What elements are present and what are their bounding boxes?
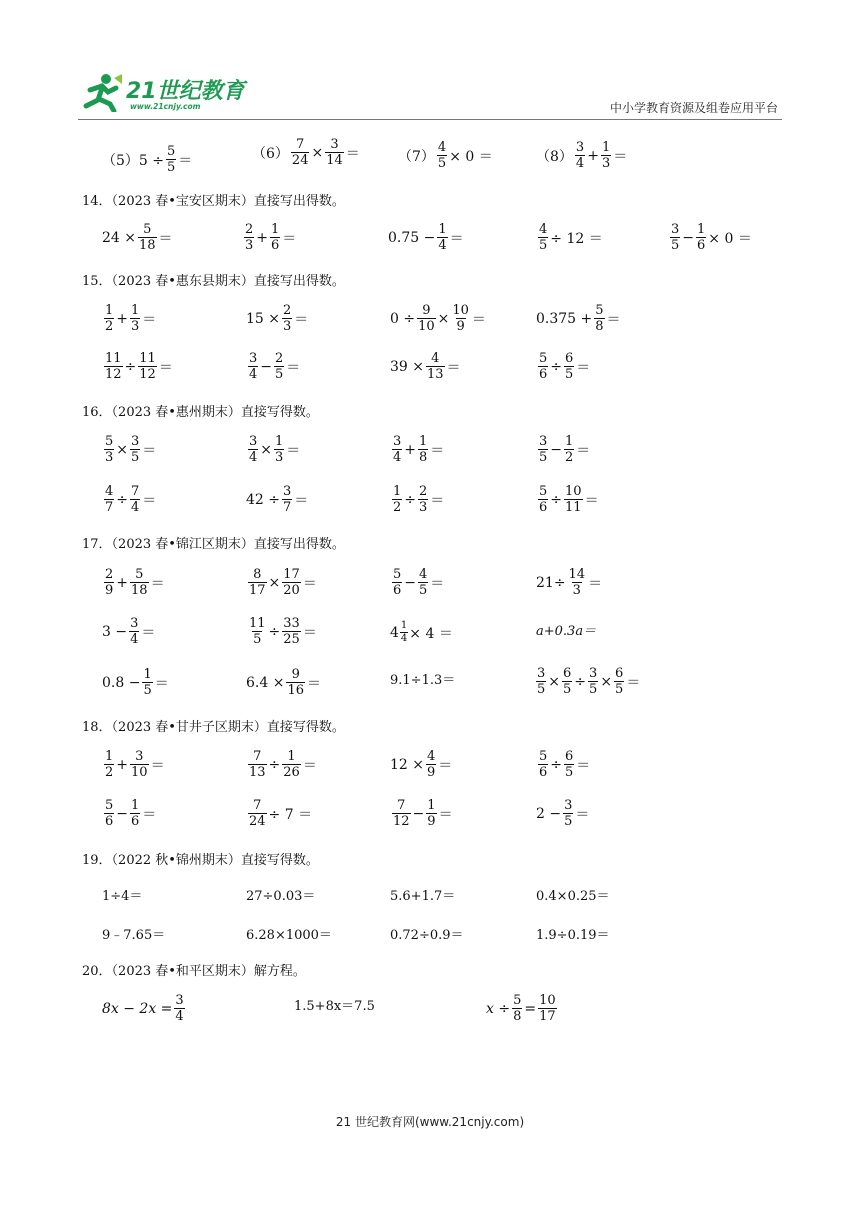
q18-h — [536, 798, 589, 829]
q17-b — [246, 567, 317, 598]
fraction: $\frac{10}{9}$ — [452, 303, 469, 334]
expression: 12 × — [390, 756, 424, 773]
operator: ÷ — [268, 623, 281, 640]
equals: ＝ — [430, 492, 445, 509]
fraction: $\frac{1}{2}$ — [565, 434, 574, 465]
equals: ＝ — [294, 492, 309, 509]
equals: ＝ — [302, 757, 317, 774]
q18-f — [246, 798, 312, 829]
equals: ＝ — [576, 442, 591, 459]
equals: ＝ — [286, 359, 301, 376]
equals: ＝ — [150, 575, 165, 592]
fraction: $\frac{5}{6}$ — [539, 484, 548, 515]
equation: 8x − 2x = — [102, 1000, 173, 1017]
fraction: $\frac{4}{5}$ — [539, 222, 548, 253]
fraction: $\frac{10}{11}$ — [565, 484, 582, 515]
fraction: $\frac{7}{13}$ — [249, 749, 266, 780]
logo — [78, 72, 258, 118]
equals: ＝ — [584, 492, 599, 509]
fraction: $\frac{3}{4}$ — [130, 616, 139, 647]
fraction: $\frac{14}{3}$ — [568, 567, 586, 598]
problem-8 — [536, 140, 627, 171]
fraction: $\frac{2}{9}$ — [105, 567, 114, 598]
operator: − — [116, 805, 129, 822]
q17-h: a+0.3a＝ — [536, 624, 597, 639]
fraction: $\frac{3}{4}$ — [393, 434, 402, 465]
q17-d — [536, 567, 602, 598]
equals: ＝ — [141, 624, 156, 641]
q17-k: 9.1÷1.3＝ — [390, 673, 456, 688]
fraction: $\frac{5}{6}$ — [105, 798, 114, 829]
operator: + — [116, 574, 129, 591]
footer: 21 世纪教育网(www.21cnjy.com) — [335, 1115, 525, 1129]
problem-5 — [102, 144, 192, 175]
operator: × — [437, 310, 450, 327]
fraction: $\frac{1}{6}$ — [271, 222, 280, 253]
q20-a — [102, 993, 187, 1024]
fraction: $\frac{5}{8}$ — [513, 993, 522, 1024]
fraction: $\frac{3}{4}$ — [249, 434, 258, 465]
operator: × — [268, 574, 281, 591]
problem-label: （6） — [252, 145, 289, 162]
question-17-heading: 17．（2023 春•锦江区期末）直接写出得数。 — [82, 537, 345, 552]
operator: ÷ — [550, 358, 563, 375]
fraction: $\frac{3}{7}$ — [283, 484, 292, 515]
q17-f — [246, 616, 317, 647]
question-19-heading: 19．（2022 秋•锦州期末）直接写得数。 — [82, 853, 319, 868]
q17-e — [102, 616, 155, 647]
fraction: $\frac{6}{5}$ — [565, 749, 574, 780]
equals: ＝ — [471, 311, 486, 328]
q16-e — [102, 484, 156, 515]
fraction: $\frac{2}{3}$ — [419, 484, 428, 515]
question-20-heading: 20．（2023 春•和平区期末）解方程。 — [82, 964, 306, 979]
q15-c — [390, 303, 486, 334]
q17-g — [390, 620, 453, 645]
equals: ＝ — [576, 757, 591, 774]
fraction: $\frac{4}{5}$ — [437, 140, 447, 171]
fraction: $\frac{1}{3}$ — [131, 303, 140, 334]
expression: 6.4 × — [246, 674, 285, 691]
equals: ＝ — [294, 311, 309, 328]
equals: ÷ 7 ＝ — [268, 806, 313, 823]
fraction: $\frac{4}{13}$ — [427, 351, 444, 382]
expression: 42 ÷ — [246, 491, 280, 508]
fraction: $\frac{1}{8}$ — [419, 434, 428, 465]
fraction: $\frac{5}{18}$ — [139, 222, 156, 253]
fraction: $\frac{3}{4}$ — [249, 351, 258, 382]
equals: ＝ — [438, 806, 453, 823]
fraction: $\frac{1}{3}$ — [275, 434, 284, 465]
expression: 24 × — [102, 229, 136, 246]
equals: ＝ — [307, 675, 321, 692]
fraction: $\frac{17}{20}$ — [283, 567, 300, 598]
question-18-heading: 18．（2023 春•甘井子区期末）直接写得数。 — [82, 720, 345, 735]
q18-a — [102, 749, 165, 780]
fraction: $\frac{8}{17}$ — [249, 567, 266, 598]
fraction: $\frac{3}{5}$ — [564, 798, 573, 829]
equals: ＝ — [302, 624, 317, 641]
fraction: $\frac{4}{5}$ — [419, 567, 428, 598]
equals: ＝ — [438, 757, 453, 774]
site-name: 中小学教育资源及组卷应用平台 — [609, 101, 778, 115]
fraction: $\frac{1}{9}$ — [427, 798, 436, 829]
fraction: $\frac{1}{2}$ — [393, 484, 402, 515]
fraction: $\frac{5}{5}$ — [167, 144, 176, 175]
fraction: $\frac{11}{12}$ — [139, 351, 156, 382]
equals: ＝ — [142, 442, 157, 459]
equals: ＝ — [142, 311, 157, 328]
fraction: $\frac{5}{18}$ — [131, 567, 148, 598]
fraction: $\frac{5}{6}$ — [539, 749, 548, 780]
equals: ＝ — [158, 230, 173, 247]
q15-e — [102, 351, 173, 382]
q14-e — [668, 222, 752, 253]
equals: × 4 ＝ — [409, 625, 453, 642]
equals: ＝ — [613, 148, 628, 165]
question-14-heading: 14．（2023 春•宝安区期末）直接写出得数。 — [82, 194, 345, 209]
operator: − — [404, 574, 417, 591]
question-15-heading: 15．（2023 春•惠东县期末）直接写出得数。 — [82, 274, 345, 289]
equals: ＝ — [286, 442, 301, 459]
operator: ÷ — [124, 358, 137, 375]
expression: 0.75 − — [388, 229, 436, 246]
fraction: $\frac{11}{5}$ — [249, 616, 266, 647]
q19-item: 6.28×1000＝ — [246, 928, 332, 943]
fraction: $\frac{1}{6}$ — [131, 798, 140, 829]
equals: ＝ — [302, 575, 317, 592]
q14-b — [242, 222, 296, 253]
q17-c — [390, 567, 444, 598]
operator: ÷ — [116, 491, 129, 508]
problem-label: （7） — [398, 148, 435, 165]
operator: − — [412, 805, 425, 822]
operator: − — [550, 441, 563, 458]
fraction: $\frac{3}{5}$ — [539, 434, 548, 465]
q15-b — [246, 303, 308, 334]
fraction: $\frac{1}{6}$ — [697, 222, 706, 253]
q18-d — [536, 749, 590, 780]
expression: 0 ÷ — [390, 310, 416, 327]
logo-text: 21世纪教育 — [126, 79, 245, 104]
fraction: $\frac{2}{5}$ — [275, 351, 284, 382]
fraction: $\frac{1}{26}$ — [283, 749, 300, 780]
q16-d — [536, 434, 590, 465]
q15-h — [536, 351, 590, 382]
header-divider — [78, 119, 782, 120]
fraction: $\frac{1}{3}$ — [601, 140, 611, 171]
fraction: $\frac{3}{5}$ — [589, 666, 598, 697]
fraction: $\frac{7}{24}$ — [291, 137, 309, 168]
q19-item: 27÷0.03＝ — [246, 889, 316, 904]
q18-c — [390, 749, 452, 780]
equals: × 0 ＝ — [449, 148, 493, 165]
equals: ＝ — [446, 359, 461, 376]
q18-g — [390, 798, 453, 829]
equals: ＝ — [588, 575, 603, 592]
q18-b — [246, 749, 317, 780]
fraction: $\frac{6}{5}$ — [565, 351, 574, 382]
logo-url: www.21cnjy.com — [130, 102, 201, 111]
fraction: $\frac{5}{6}$ — [393, 567, 402, 598]
fraction: $\frac{4}{7}$ — [105, 484, 114, 515]
fraction: $\frac{5}{8}$ — [595, 303, 604, 334]
equals: ＝ — [154, 675, 169, 692]
q15-a — [102, 303, 156, 334]
equals: ＝ — [142, 806, 157, 823]
equals: ＝ — [449, 230, 464, 247]
fraction: $\frac{10}{17}$ — [539, 993, 556, 1024]
fraction: $\frac{1}{2}$ — [105, 303, 114, 334]
operator: ÷ — [550, 756, 563, 773]
equals: ＝ — [178, 152, 193, 169]
q18-e — [102, 798, 156, 829]
fraction: $\frac{33}{25}$ — [283, 616, 300, 647]
q20-b: 1.5+8x＝7.5 — [294, 999, 375, 1014]
q17-l — [534, 666, 640, 697]
operator: × — [311, 144, 324, 161]
fraction: $\frac{9}{16}$ — [287, 667, 304, 698]
equals: ÷ 12 ＝ — [550, 230, 603, 247]
expression: 21÷ — [536, 574, 566, 591]
fraction: $\frac{6}{5}$ — [615, 666, 624, 697]
q16-h — [536, 484, 599, 515]
runner-logo-icon — [78, 72, 124, 112]
equals: = — [524, 1000, 537, 1017]
fraction: $\frac{4}{9}$ — [427, 749, 436, 780]
fraction: $\frac{1}{5}$ — [143, 667, 152, 698]
expression: 0.8 − — [102, 674, 141, 691]
equals: ＝ — [158, 359, 173, 376]
operator: − — [260, 358, 273, 375]
q15-g — [390, 351, 461, 382]
fraction: $\frac{3}{14}$ — [326, 137, 343, 168]
expression: 15 × — [246, 310, 280, 327]
equals: × 0 ＝ — [708, 230, 752, 247]
fraction: $\frac{5}{6}$ — [539, 351, 548, 382]
operator: × — [116, 441, 129, 458]
operator: + — [116, 310, 129, 327]
fraction: $\frac{3}{5}$ — [131, 434, 140, 465]
operator: + — [587, 147, 599, 164]
q17-j — [246, 667, 321, 698]
fraction: $\frac{7}{24}$ — [249, 798, 266, 829]
fraction: $\frac{3}{5}$ — [537, 666, 546, 697]
equals: ＝ — [606, 311, 621, 328]
q19-item: 5.6+1.7＝ — [390, 889, 456, 904]
fraction: $\frac{3}{5}$ — [671, 222, 680, 253]
equals: ＝ — [150, 757, 165, 774]
equals: ＝ — [345, 145, 360, 162]
q17-a — [102, 567, 165, 598]
q16-a — [102, 434, 156, 465]
fraction: $\frac{9}{10}$ — [418, 303, 435, 334]
q19-item: 1.9÷0.19＝ — [536, 928, 610, 943]
expression: 0.375 + — [536, 310, 593, 327]
fraction: $\frac{5}{3}$ — [105, 434, 114, 465]
fraction: $\frac{3}{10}$ — [131, 749, 148, 780]
q14-a — [102, 222, 173, 253]
q15-d — [536, 303, 621, 334]
operator: ÷ — [550, 491, 563, 508]
equation: x ÷ — [486, 1000, 511, 1017]
problem-label: （8） — [536, 148, 573, 165]
fraction: $\frac{6}{5}$ — [563, 666, 572, 697]
operator: + — [404, 441, 417, 458]
fraction: $\frac{7}{4}$ — [131, 484, 140, 515]
fraction: $\frac{3}{4}$ — [575, 140, 585, 171]
mixed-number: 4 $\frac{1}{4}$ — [390, 620, 408, 644]
q15-f — [246, 351, 300, 382]
operator: ÷ — [268, 756, 281, 773]
operator: × — [600, 673, 613, 690]
fraction: $\frac{11}{12}$ — [105, 351, 122, 382]
problem-7 — [398, 140, 493, 171]
equals: ＝ — [430, 442, 445, 459]
operator: ÷ — [404, 491, 417, 508]
operator: × — [260, 441, 273, 458]
fraction: $\frac{2}{3}$ — [283, 303, 292, 334]
equals: ＝ — [626, 674, 641, 691]
q20-c — [486, 993, 559, 1024]
q16-f — [246, 484, 308, 515]
equals: ＝ — [142, 492, 157, 509]
equals: ＝ — [575, 806, 590, 823]
q19-item: 0.72÷0.9＝ — [390, 928, 464, 943]
equals: ＝ — [430, 575, 445, 592]
operator: ÷ — [574, 673, 587, 690]
fraction: $\frac{3}{4}$ — [175, 993, 184, 1024]
q19-item: 0.4×0.25＝ — [536, 889, 610, 904]
question-16-heading: 16．（2023 春•惠州期末）直接写得数。 — [82, 405, 319, 420]
equals: ＝ — [576, 359, 591, 376]
fraction: $\frac{1}{4}$ — [438, 222, 447, 253]
q19-item: 9﹣7.65＝ — [102, 928, 166, 943]
expression: 3 − — [102, 623, 128, 640]
q17-i — [102, 667, 169, 698]
q14-d — [536, 222, 603, 253]
expression: 39 × — [390, 358, 424, 375]
fraction: $\frac{2}{3}$ — [245, 222, 254, 253]
fraction: $\frac{7}{12}$ — [393, 798, 410, 829]
operator: × — [548, 673, 561, 690]
q14-c — [388, 222, 464, 253]
q16-c — [390, 434, 444, 465]
equals: ＝ — [282, 230, 297, 247]
problem-label: （5）5 ÷ — [102, 152, 164, 169]
operator: + — [116, 756, 129, 773]
problem-6 — [252, 137, 360, 168]
expression: 2 − — [536, 805, 562, 822]
q16-b — [246, 434, 300, 465]
operator: + — [256, 229, 269, 246]
fraction: $\frac{1}{2}$ — [105, 749, 114, 780]
q16-g — [390, 484, 444, 515]
operator: − — [682, 229, 695, 246]
q19-item: 1÷4＝ — [102, 889, 143, 904]
